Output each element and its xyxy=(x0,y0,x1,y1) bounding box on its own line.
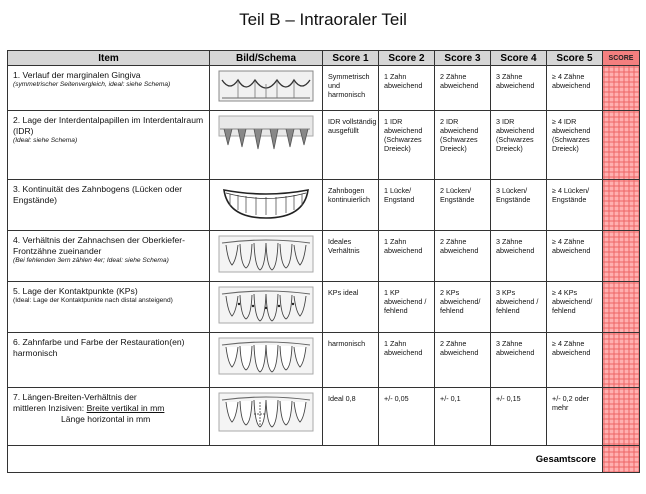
gingiva-schema-image xyxy=(210,66,323,111)
score-3-cell: 2 KPs abweichend/ fehlend xyxy=(440,288,481,315)
score-4-cell: 3 Zähne abweichend xyxy=(496,339,535,357)
item-label: 7. Längen-Breiten-Verhältnis der xyxy=(13,392,137,402)
header-score-1: Score 1 xyxy=(323,51,379,66)
tooth-color-schema-image xyxy=(210,333,323,388)
total-row xyxy=(8,446,640,473)
score-5-cell: ≥ 4 IDR abweichend (Schwarzes Dreieck) xyxy=(552,117,591,153)
score-2-cell: +/- 0,05 xyxy=(384,394,409,403)
score-input-cell[interactable] xyxy=(603,388,640,446)
contact-points-schema-image xyxy=(210,282,323,333)
papilla-schema-image xyxy=(210,111,323,180)
score-2-cell: 1 Zahn abweichend xyxy=(384,237,423,255)
table-row xyxy=(8,66,640,111)
score-input-cell[interactable] xyxy=(603,231,640,282)
score-5-cell: +/- 0,2 oder mehr xyxy=(552,394,589,412)
score-4-cell: 3 Zähne abweichend xyxy=(496,72,535,90)
item-label: 5. Lage der Kontaktpunkte (KPs) xyxy=(13,286,138,296)
scoring-table xyxy=(7,50,640,473)
page-title: Teil B – Intraoraler Teil xyxy=(239,10,407,29)
header-score-4: Score 4 xyxy=(491,51,547,66)
score-4-cell: 3 Lücken/ Engstände xyxy=(496,186,531,204)
score-5-cell: ≥ 4 KPs abweichend/ fehlend xyxy=(552,288,593,315)
table-row xyxy=(8,388,640,446)
item-label-line2: mittleren Inzisiven: xyxy=(13,403,85,413)
item-label: 2. Lage der Interdentalpapillen im Interdentalraum (IDR) xyxy=(13,115,204,136)
score-1-cell: Ideales Verhältnis xyxy=(328,237,360,255)
total-label: Gesamtscore xyxy=(535,454,596,465)
item-label: 6. Zahnfarbe und Farbe der Restauration(en) harmonisch xyxy=(13,337,185,358)
ratio-numerator: Breite vertikal in mm xyxy=(86,403,165,413)
score-2-cell: 1 Zahn abweichend xyxy=(384,339,423,357)
header-row xyxy=(8,51,640,66)
score-1-cell: Symmetrisch und harmonisch xyxy=(328,72,370,99)
item-label: 3. Kontinuität des Zahnbogens (Lücken oder Engstände) xyxy=(13,184,183,205)
score-input-cell[interactable] xyxy=(603,111,640,180)
header-score-2: Score 2 xyxy=(379,51,435,66)
item-note: (Bei fehlenden 3ern zählen 4er; Ideal: siehe Schema) xyxy=(13,257,169,264)
score-3-cell: 2 IDR abweichend (Schwarzes Dreieck) xyxy=(440,117,479,153)
header-score: SCORE xyxy=(603,51,640,66)
score-4-cell: 3 Zähne abweichend xyxy=(496,237,535,255)
header-item: Item xyxy=(8,51,210,66)
score-5-cell: ≥ 4 Lücken/ Engstände xyxy=(552,186,590,204)
incisor-ratio-schema-image xyxy=(210,388,323,446)
item-label: 1. Verlauf der marginalen Gingiva xyxy=(13,70,141,80)
header-score-3: Score 3 xyxy=(435,51,491,66)
header-schema: Bild/Schema xyxy=(210,51,323,66)
score-3-cell: 2 Lücken/ Engstände xyxy=(440,186,475,204)
item-note: (Ideal: Lage der Kontaktpunkte nach distal ansteigend) xyxy=(13,297,173,304)
score-input-cell[interactable] xyxy=(603,180,640,231)
table-row xyxy=(8,333,640,388)
item-note: (Ideal: siehe Schema) xyxy=(13,137,78,144)
score-3-cell: 2 Zähne abweichend xyxy=(440,339,479,357)
score-1-cell: Ideal 0,8 xyxy=(328,394,356,403)
score-5-cell: ≥ 4 Zähne abweichend xyxy=(552,339,591,357)
score-1-cell: KPs ideal xyxy=(328,288,359,297)
header-score-5: Score 5 xyxy=(547,51,603,66)
score-input-cell[interactable] xyxy=(603,333,640,388)
tooth-axis-schema-image xyxy=(210,231,323,282)
score-input-cell[interactable] xyxy=(603,282,640,333)
score-1-cell: harmonisch xyxy=(328,339,366,348)
score-5-cell: ≥ 4 Zähne abweichend xyxy=(552,72,591,90)
score-3-cell: 2 Zähne abweichend xyxy=(440,237,479,255)
score-2-cell: 1 Lücke/ Engstand xyxy=(384,186,415,204)
total-score-cell[interactable] xyxy=(603,446,640,473)
score-2-cell: 1 KP abweichend / fehlend xyxy=(384,288,427,315)
table-row xyxy=(8,231,640,282)
score-3-cell: 2 Zähne abweichend xyxy=(440,72,479,90)
table-row xyxy=(8,111,640,180)
item-note: (symmetrischer Seitenvergleich, ideal: siehe Schema) xyxy=(13,81,171,88)
score-4-cell: 3 IDR abweichend (Schwarzes Dreieck) xyxy=(496,117,535,153)
item-label: 4. Verhältnis der Zahnachsen der Oberkiefer-Frontzähne zueinander xyxy=(13,235,185,256)
score-2-cell: 1 IDR abweichend (Schwarzes Dreieck) xyxy=(384,117,423,153)
score-5-cell: ≥ 4 Zähne abweichend xyxy=(552,237,591,255)
score-1-cell: IDR vollständig ausgefüllt xyxy=(328,117,377,135)
score-1-cell: Zahnbogen kontinuierlich xyxy=(328,186,370,204)
table-row xyxy=(8,180,640,231)
score-input-cell[interactable] xyxy=(603,66,640,111)
score-4-cell: +/- 0,15 xyxy=(496,394,521,403)
score-4-cell: 3 KPs abweichend / fehlend xyxy=(496,288,539,315)
score-3-cell: +/- 0,1 xyxy=(440,394,461,403)
dental-arch-schema-image xyxy=(210,180,323,231)
table-row xyxy=(8,282,640,333)
ratio-denominator: Länge horizontal in mm xyxy=(61,414,151,424)
score-2-cell: 1 Zahn abweichend xyxy=(384,72,423,90)
